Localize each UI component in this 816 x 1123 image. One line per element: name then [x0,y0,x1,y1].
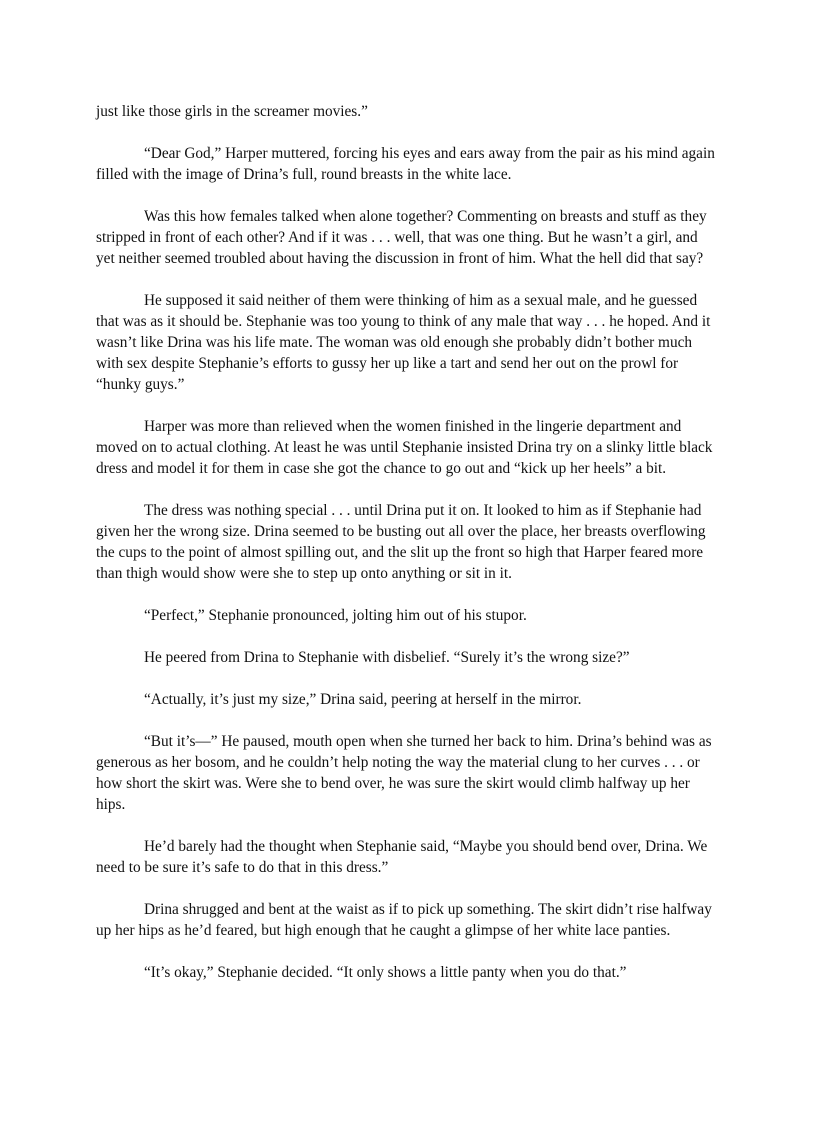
paragraph-9: “Actually, it’s just my size,” Drina said, peering at herself in the mirror. [144,691,582,708]
paragraph-5: Harper was more than relieved when the women finished in the lingerie department and moved on to actual clothing. At least he was until Stephanie insisted Drina try on a slinky little black dress and model it for them in case she got the chance to go out and “kick up her heels” a bit. [96,418,713,477]
paragraph-1: just like those girls in the screamer movies.” [96,103,368,120]
paragraph-4: He supposed it said neither of them were thinking of him as a sexual male, and he guessed that was as it should be. Stephanie was too young to think of any male that way . . . he hoped. And it wasn’t like Drina was his life mate. The woman was old enough she probably didn’t bother much with sex despite Stephanie’s efforts to gussy her up like a tart and send her out on the prowl for “hunky guys.” [96,292,711,393]
paragraph-13: “It’s okay,” Stephanie decided. “It only shows a little panty when you do that.” [144,964,627,981]
paragraph-2: “Dear God,” Harper muttered, forcing his eyes and ears away from the pair as his mind again filled with the image of Drina’s full, round breasts in the white lace. [96,145,715,183]
paragraph-6: The dress was nothing special . . . until Drina put it on. It looked to him as if Stephanie had given her the wrong size. Drina seemed to be busting out all over the place, her breasts overflowing the cups to the point of almost spilling out, and the slit up the front so high that Harper feared more than thigh would show were she to step up onto anything or sit in it. [96,502,706,582]
paragraph-7: “Perfect,” Stephanie pronounced, jolting him out of his stupor. [144,607,527,624]
paragraph-3: Was this how females talked when alone together? Commenting on breasts and stuff as they stripped in front of each other? And if it was . . . well, that was one thing. But he wasn’t a girl, and yet neither seemed troubled about having the discussion in front of him. What the hell did that say? [96,208,707,267]
paragraph-8: He peered from Drina to Stephanie with disbelief. “Surely it’s the wrong size?” [144,649,630,666]
paragraph-10: “But it’s—” He paused, mouth open when she turned her back to him. Drina’s behind was as generous as her bosom, and he couldn’t help noting the way the material clung to her curves . . . or how short the skirt was. Were she to bend over, he was sure the skirt would climb halfway up her hips. [96,733,712,813]
paragraph-12: Drina shrugged and bent at the waist as if to pick up something. The skirt didn’t rise halfway up her hips as he’d feared, but high enough that he caught a glimpse of her white lace panties. [96,901,712,939]
paragraph-11: He’d barely had the thought when Stephanie said, “Maybe you should bend over, Drina. We need to be sure it’s safe to do that in this dress.” [96,838,708,876]
document-page [96,101,720,1004]
